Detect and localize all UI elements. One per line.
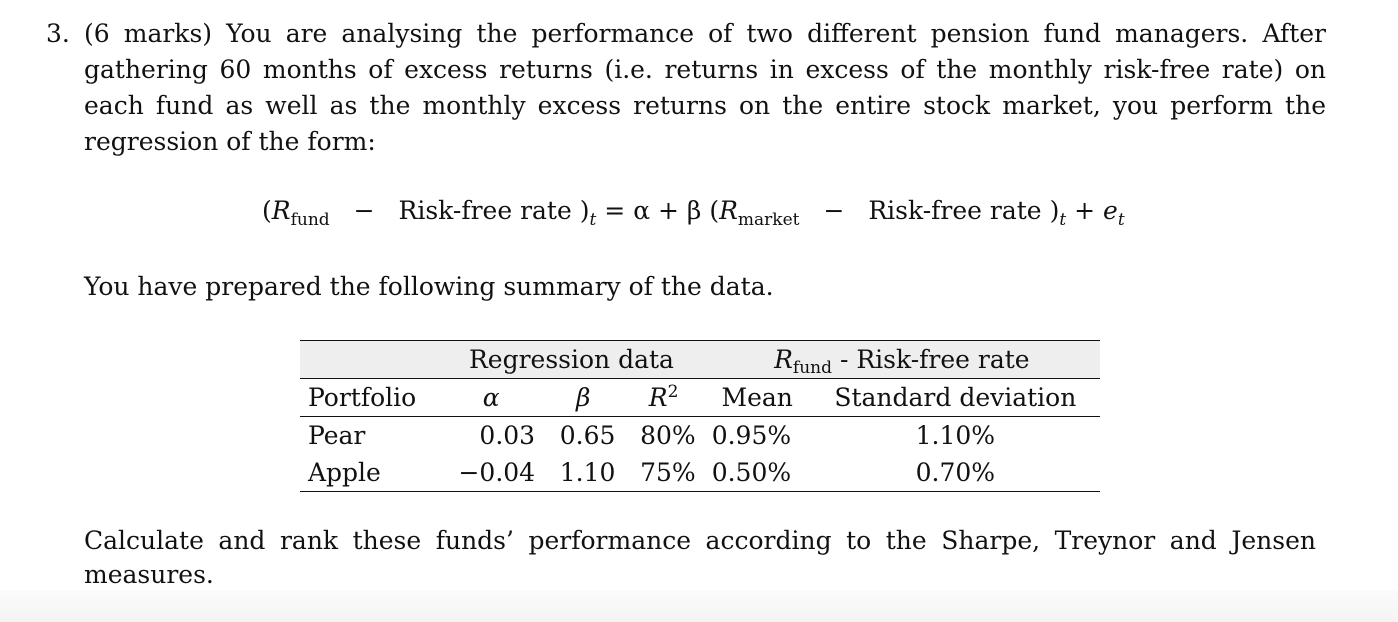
- group-regression-data: Regression data: [439, 341, 703, 379]
- col-r2-base: R: [648, 383, 668, 412]
- eq-rf-2: Risk-free rate: [868, 196, 1042, 225]
- col-alpha: α: [439, 379, 543, 417]
- eq-open-paren: (: [262, 196, 272, 225]
- col-sd: Standard deviation: [811, 379, 1100, 417]
- eq-open-paren-2: (: [709, 196, 720, 225]
- cell-sd: 1.10%: [915, 421, 996, 450]
- table-column-header: [300, 379, 1100, 417]
- group-rfund-symbol: R: [774, 345, 793, 374]
- eq-t-sub-1: t: [589, 210, 597, 230]
- col-r2: [623, 379, 703, 417]
- eq-close-paren-2: ): [1049, 196, 1060, 225]
- cell-mean: 0.50%: [704, 454, 811, 492]
- eq-r-market: R: [719, 196, 738, 225]
- group-rfund-sub: fund: [792, 358, 832, 378]
- group-rfund-rest: - Risk-free rate: [839, 345, 1030, 374]
- group-empty: [300, 341, 439, 379]
- eq-t-sub-2: t: [1059, 210, 1067, 230]
- summary-table: [300, 340, 1100, 492]
- table-group-header: [300, 341, 1100, 379]
- eq-alpha-beta: = α + β: [604, 196, 702, 225]
- task-text: Calculate and rank these funds’ performance according to the Sharpe, Treynor and Jensen measures.: [84, 526, 1316, 589]
- page-bottom-band: [0, 590, 1398, 622]
- cell-alpha: −0.04: [439, 454, 543, 492]
- cell-sd: 0.70%: [811, 454, 1100, 492]
- eq-rf-1: Risk-free rate: [398, 196, 572, 225]
- cell-portfolio: Apple: [300, 454, 439, 492]
- table-row: [300, 454, 1100, 492]
- cell-r2: 75%: [623, 454, 703, 492]
- eq-plus: +: [1074, 196, 1096, 225]
- eq-minus-1: −: [353, 196, 375, 225]
- eq-market-sub: market: [737, 210, 800, 230]
- col-portfolio: Portfolio: [300, 379, 439, 417]
- col-beta: β: [543, 379, 623, 417]
- cell-beta: 1.10: [543, 454, 623, 492]
- eq-t-sub-3: t: [1117, 210, 1125, 230]
- eq-minus-2: −: [823, 196, 845, 225]
- eq-close-paren-1: ): [579, 196, 590, 225]
- group-rfund-rf: [704, 341, 1100, 379]
- question-number: 3.: [46, 19, 70, 48]
- cell-alpha: 0.03: [479, 421, 536, 450]
- cell-beta: 0.65: [559, 421, 616, 450]
- table-row: [300, 417, 1100, 455]
- col-mean: Mean: [704, 379, 811, 417]
- eq-fund-sub: fund: [290, 210, 330, 230]
- question-block: [46, 16, 1326, 160]
- cell-r2: 80%: [640, 421, 696, 450]
- regression-equation: [262, 196, 1125, 230]
- col-r2-sup: 2: [667, 382, 679, 402]
- eq-r-fund: R: [271, 196, 291, 225]
- cell-portfolio: Pear: [308, 421, 366, 450]
- cell-mean: 0.95%: [711, 421, 792, 450]
- eq-error: e: [1103, 196, 1118, 225]
- question-text: (6 marks) You are analysing the performance of two different pension fund managers. After gathering 60 months of excess returns (i.e. returns in excess of the monthly risk-free rate) on each fund as well as the monthly excess returns on the entire stock market, you perform the regression of the form:: [84, 19, 1326, 156]
- intro-text: You have prepared the following summary of the data.: [84, 272, 774, 301]
